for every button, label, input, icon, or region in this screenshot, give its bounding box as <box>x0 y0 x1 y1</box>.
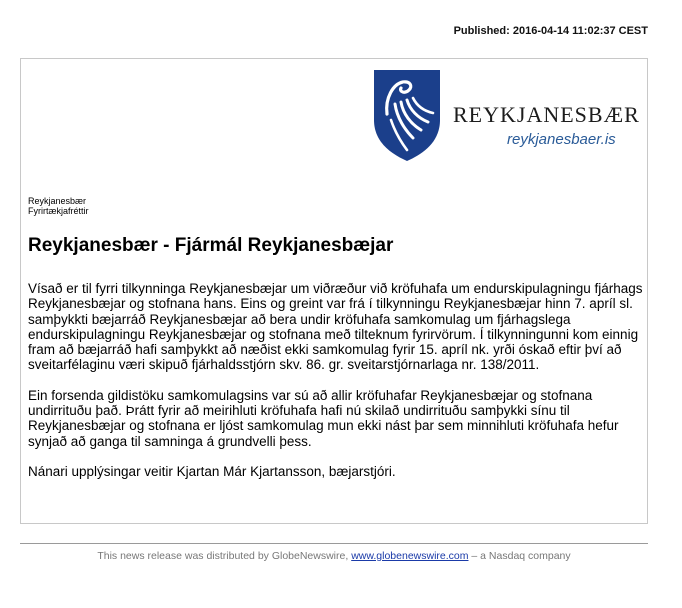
release-category: Fyrirtækjafréttir <box>28 206 89 216</box>
footer-divider <box>20 543 648 544</box>
distribution-footer <box>20 550 648 562</box>
reykjanesbaer-shield-icon <box>373 68 441 162</box>
company-name: Reykjanesbær <box>28 196 87 206</box>
reykjanesbaer-logo <box>373 68 643 162</box>
headline: Reykjanesbær - Fjármál Reykjanesbæjar <box>28 235 394 256</box>
news-release-card <box>20 58 648 524</box>
body-paragraph: Nánari upplýsingar veitir Kjartan Már Kjartansson, bæjarstjóri. <box>28 463 396 479</box>
brand-name: REYKJANESBÆR <box>453 102 640 127</box>
globenewswire-link[interactable]: www.globenewswire.com <box>351 550 469 562</box>
release-meta <box>28 196 89 216</box>
footer-suffix: – a Nasdaq company <box>471 550 571 562</box>
body-paragraph: Vísað er til fyrri tilkynninga Reykjanesbæjar um viðræður við kröfuhafa um endurskipulagningu fjárhags Reykjanesbæjar og stofnana hans. Eins og greint var frá í tilkynningu Reykjanesbæjar hinn 7. apríl sl. samþykkti bæjarráð Reykjanesbæjar að bera undir kröfuhafa samkomulag um fjárhagslega endurskipulagningu Reykjanesbæjar og stofnana með tilteknum fyrirvörum. Í tilkynningunni kom einnig fram að bæjarráð hafi samþykkt að næðist ekki samkomulag fyrir 15. apríl nk. yrði óskað eftir því að sveitarfélaginu væri skipuð fjárhaldsstjórn skv. 86. gr. sveitarstjórnarlaga nr. 138/2011. <box>28 281 643 373</box>
published-timestamp: Published: 2016-04-14 11:02:37 CEST <box>453 25 648 37</box>
brand-url: reykjanesbaer.is <box>507 131 616 148</box>
release-body <box>28 281 644 494</box>
body-paragraph: Ein forsenda gildistöku samkomulagsins var sú að allir kröfuhafar Reykjanesbæjar og stofnana undirrituðu það. Þrátt fyrir að meirihluti kröfuhafa hafi nú skilað undirrituðu samþykki sínu til Reykjanesbæjar og stofnana er ljóst samkomulag mun ekki nást þar sem minnihluti kröfuhafa hefur synjað að ganga til samninga á grundvelli þess. <box>28 387 619 449</box>
footer-prefix: This news release was distributed by GlobeNewswire, <box>97 550 349 562</box>
